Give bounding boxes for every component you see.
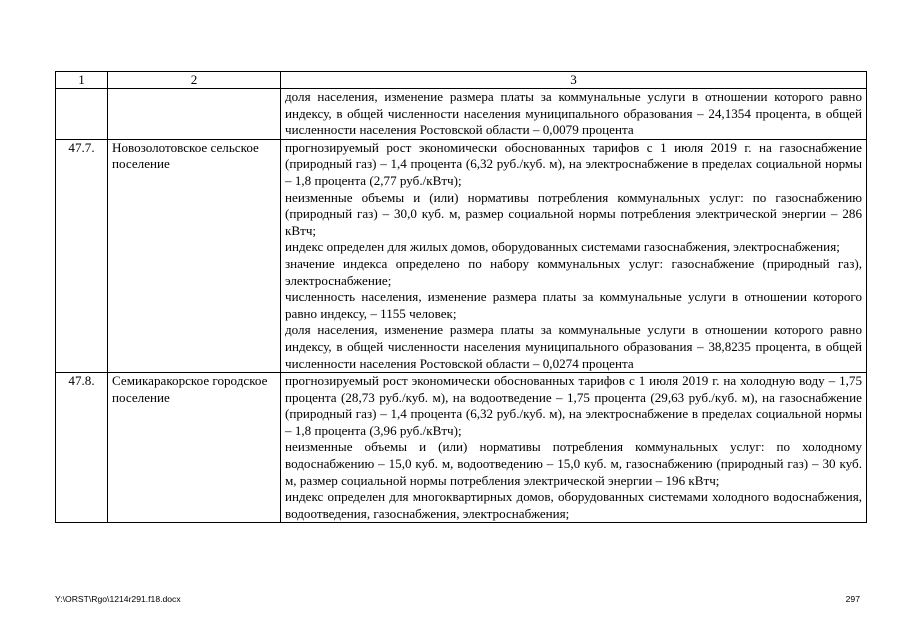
header-col-2: 2 — [108, 72, 281, 89]
description-paragraph: прогнозируемый рост экономически обоснованных тарифов с 1 июля 2019 г. на холодную воду – 1,75 процента (28,73 руб./куб. м), на водоотведение – 1,75 процента (29,63 руб./куб. м), на газоснабжение (природный газ) – 1,4 процента (6,32 руб./куб. м), на электроснабжение в пределах социальной нормы – 1,8 процента (3,96 руб./кВтч); — [285, 373, 862, 438]
row-number — [56, 89, 108, 140]
footer-file-path: Y:\ORST\Rgo\1214r291.f18.docx — [55, 594, 181, 604]
row-description — [281, 139, 867, 372]
municipality-name: Новозолотовское сельское поселение — [108, 139, 281, 372]
row-number: 47.8. — [56, 373, 108, 523]
description-paragraph: значение индекса определено по набору коммунальных услуг: газоснабжение (природный газ), электроснабжение; — [285, 255, 862, 288]
description-paragraph: неизменные объемы и (или) нормативы потребления коммунальных услуг: по газоснабжению (природный газ) – 30,0 куб. м, размер социальной нормы потребления электрической энергии – 286 кВтч; — [285, 189, 862, 238]
description-paragraph: прогнозируемый рост экономически обоснованных тарифов с 1 июля 2019 г. на газоснабжение (природный газ) – 1,4 процента (6,32 руб./куб. м), на электроснабжение в пределах социальной нормы – 1,8 процента (2,77 руб./кВтч); — [285, 139, 862, 188]
header-col-3: 3 — [281, 72, 867, 89]
header-col-1: 1 — [56, 72, 108, 89]
row-description — [281, 89, 867, 140]
table-row — [56, 373, 867, 523]
description-paragraph: численность населения, изменение размера платы за коммунальные услуги в отношении которого равно индексу, – 1155 человек; — [285, 289, 862, 321]
footer-page-number: 297 — [845, 594, 860, 604]
municipality-name — [108, 89, 281, 140]
row-description — [281, 373, 867, 523]
tariff-index-table — [55, 71, 867, 523]
municipality-name: Семикаракорское городское поселение — [108, 373, 281, 523]
description-paragraph: доля населения, изменение размера платы за коммунальные услуги в отношении которого равно индексу, в общей численности населения муниципального образования – 38,8235 процента, в общей численности населения Ростовской области – 0,0274 процента — [285, 322, 862, 371]
table-header-row — [56, 72, 867, 89]
description-paragraph: индекс определен для жилых домов, оборудованных системами газоснабжения, электроснабжения; — [285, 239, 840, 255]
table-row — [56, 89, 867, 140]
description-paragraph: индекс определен для многоквартирных домов, оборудованных системами холодного водоснабжения, водоотведения, газоснабжения, электроснабжения; — [285, 489, 862, 521]
description-paragraph: неизменные объемы и (или) нормативы потребления коммунальных услуг: по холодному водоснабжению – 15,0 куб. м, водоотведению – 15,0 куб. м, газоснабжению (природный газ) – 30 куб. м, размер социальной нормы потребления электрической энергии – 196 кВтч; — [285, 439, 862, 488]
description-paragraph: доля населения, изменение размера платы за коммунальные услуги в отношении которого равно индексу, в общей численности населения муниципального образования – 24,1354 процента, в общей численности населения Ростовской области – 0,0079 процента — [285, 89, 862, 138]
table-row — [56, 139, 867, 372]
row-number: 47.7. — [56, 139, 108, 372]
